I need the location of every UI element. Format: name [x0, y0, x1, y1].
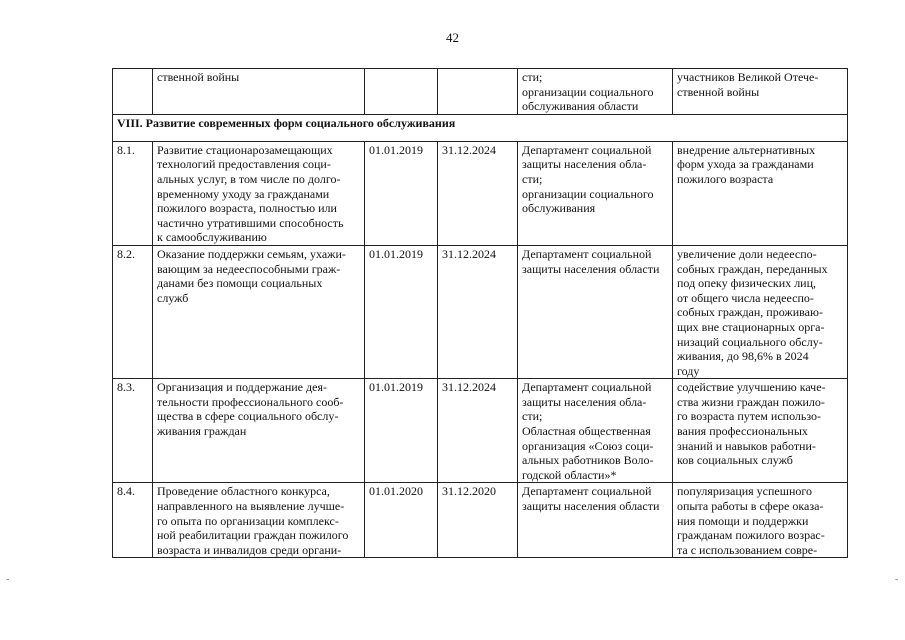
end-date-cell: 31.12.2024 — [438, 379, 518, 483]
executor-cell-line: Департамент социальной — [522, 142, 652, 157]
result-cell-line: собных граждан, проживаю- — [677, 305, 823, 320]
row-number — [113, 69, 153, 115]
measure-cell-line: Оказание поддержки семьям, ухажи- — [157, 246, 346, 261]
measure-cell-line: возраста и инвалидов среди органи- — [157, 542, 342, 557]
measure-cell-line: щества в сфере социального обслу- — [157, 409, 339, 424]
result-cell — [673, 379, 848, 483]
start-date-cell: 01.01.2019 — [365, 379, 438, 483]
result-cell-line: от общего числа недееспо- — [677, 290, 814, 305]
measure-cell-line: технологий предоставления соци- — [157, 157, 331, 172]
page-number: 42 — [446, 30, 459, 45]
result-cell-line: участников Великой Отече- — [677, 70, 819, 84]
measure-cell-line: Проведение областного конкурса, — [157, 484, 330, 499]
result-cell-line: содействие улучшению каче- — [677, 380, 826, 395]
result-cell — [673, 245, 848, 378]
start-date-cell: 01.01.2020 — [365, 483, 438, 558]
start-date-cell — [365, 69, 438, 115]
result-cell-line: та с использованием совре- — [677, 542, 818, 557]
result-cell-line: знаний и навыков работни- — [677, 438, 816, 453]
end-date-cell: 31.12.2024 — [438, 141, 518, 245]
measure-cell — [153, 245, 365, 378]
measure-cell-line: направленного на выявление лучше- — [157, 499, 345, 514]
executor-cell — [518, 379, 673, 483]
executor-cell-line: защиты населения обла- — [522, 394, 647, 409]
result-cell-line: под опеку физических лиц, — [677, 276, 817, 291]
measure-cell — [153, 483, 365, 558]
executor-cell-line: Департамент социальной — [522, 484, 652, 499]
result-cell-line: го возраста путем использо- — [677, 409, 822, 424]
table-row — [113, 245, 848, 378]
section-row — [113, 114, 848, 141]
executor-cell-line: сти; — [522, 171, 543, 186]
table-row — [113, 483, 848, 558]
measure-cell-line: Развитие стационарозамещающих — [157, 142, 333, 157]
measure-cell-line: к самообслуживанию — [157, 230, 267, 245]
measure-cell-line: частично утратившими способность — [157, 215, 344, 230]
executor-cell-line: организации социального — [522, 84, 654, 99]
measure-cell-line: живания граждан — [157, 424, 247, 439]
result-cell-line: гражданам пожилого возрас- — [677, 528, 825, 543]
measure-cell-line: служб — [157, 290, 189, 305]
executor-cell-line: защиты населения области — [522, 499, 660, 514]
result-cell-line: ков социальных служб — [677, 453, 793, 468]
table-row — [113, 69, 848, 115]
row-number: 8.3. — [113, 379, 153, 483]
executor-cell — [518, 69, 673, 115]
measure-cell-line: ственной войны — [157, 70, 240, 84]
measure-cell-line: Организация и поддержание дея- — [157, 380, 327, 395]
executor-cell-line: сти; — [522, 70, 543, 84]
result-cell-line: внедрение альтернативных — [677, 142, 816, 157]
result-cell-line: живания, до 98,6% в 2024 — [677, 349, 809, 364]
result-cell-line: вания профессиональных — [677, 424, 808, 439]
start-date-cell: 01.01.2019 — [365, 141, 438, 245]
result-cell — [673, 483, 848, 558]
result-cell-line: форм ухода за гражданами — [677, 157, 814, 172]
executor-cell — [518, 483, 673, 558]
result-cell-line: ственной войны — [677, 84, 760, 99]
row-number: 8.4. — [113, 483, 153, 558]
result-cell-line: популяризация успешного — [677, 484, 813, 499]
executor-cell-line: организации социального — [522, 186, 654, 201]
measures-table — [112, 68, 848, 558]
start-date-cell: 01.01.2019 — [365, 245, 438, 378]
result-cell-line: ства жизни граждан пожило- — [677, 394, 825, 409]
executor-cell-line: обслуживания области — [522, 99, 639, 114]
executor-cell-line: защиты населения области — [522, 261, 660, 276]
measure-cell — [153, 379, 365, 483]
result-cell-line: опыта работы в сфере оказа- — [677, 499, 824, 514]
table-row — [113, 141, 848, 245]
executor-cell-line: сти; — [522, 409, 543, 424]
measure-cell-line: го опыта по организации комплекс- — [157, 513, 339, 528]
result-cell-line: ния помощи и поддержки — [677, 513, 809, 528]
executor-cell-line: организация «Союз соци- — [522, 438, 654, 453]
measure-cell-line: временному уходу за гражданами — [157, 186, 330, 201]
measure-cell-line: пожилого возраста, полностью или — [157, 201, 337, 216]
measure-cell-line: тельности профессионального сооб- — [157, 394, 344, 409]
section-title: VIII. Развитие современных форм социального обслуживания — [113, 114, 848, 141]
result-cell-line: пожилого возраста — [677, 171, 774, 186]
measure-cell — [153, 69, 365, 115]
executor-cell-line: Департамент социальной — [522, 380, 652, 395]
table-row — [113, 379, 848, 483]
left-margin-mark: - — [6, 574, 10, 585]
result-cell-line: низаций социального обслу- — [677, 334, 823, 349]
measure-cell-line: вающим за недееспособными граж- — [157, 261, 341, 276]
right-margin-mark: - — [895, 574, 899, 585]
executor-cell-line: альных работников Воло- — [522, 453, 654, 468]
measure-cell-line: ной реабилитации граждан пожилого — [157, 528, 349, 543]
result-cell-line: году — [677, 363, 700, 378]
measure-cell-line: альных услуг, в том числе по долго- — [157, 171, 341, 186]
result-cell-line: увеличение доли недееспо- — [677, 246, 817, 261]
measure-cell-line: данами без помощи социальных — [157, 276, 323, 291]
end-date-cell — [438, 69, 518, 115]
measure-cell — [153, 141, 365, 245]
result-cell — [673, 141, 848, 245]
result-cell-line: щих вне стационарных орга- — [677, 319, 825, 334]
end-date-cell: 31.12.2020 — [438, 483, 518, 558]
row-number: 8.1. — [113, 141, 153, 245]
result-cell-line: собных граждан, переданных — [677, 261, 828, 276]
executor-cell-line: годской области»* — [522, 467, 617, 482]
result-cell — [673, 69, 848, 115]
executor-cell-line: обслуживания — [522, 201, 596, 216]
executor-cell-line: Областная общественная — [522, 424, 651, 439]
end-date-cell: 31.12.2024 — [438, 245, 518, 378]
executor-cell-line: защиты населения обла- — [522, 157, 647, 172]
executor-cell — [518, 245, 673, 378]
executor-cell — [518, 141, 673, 245]
row-number: 8.2. — [113, 245, 153, 378]
executor-cell-line: Департамент социальной — [522, 246, 652, 261]
